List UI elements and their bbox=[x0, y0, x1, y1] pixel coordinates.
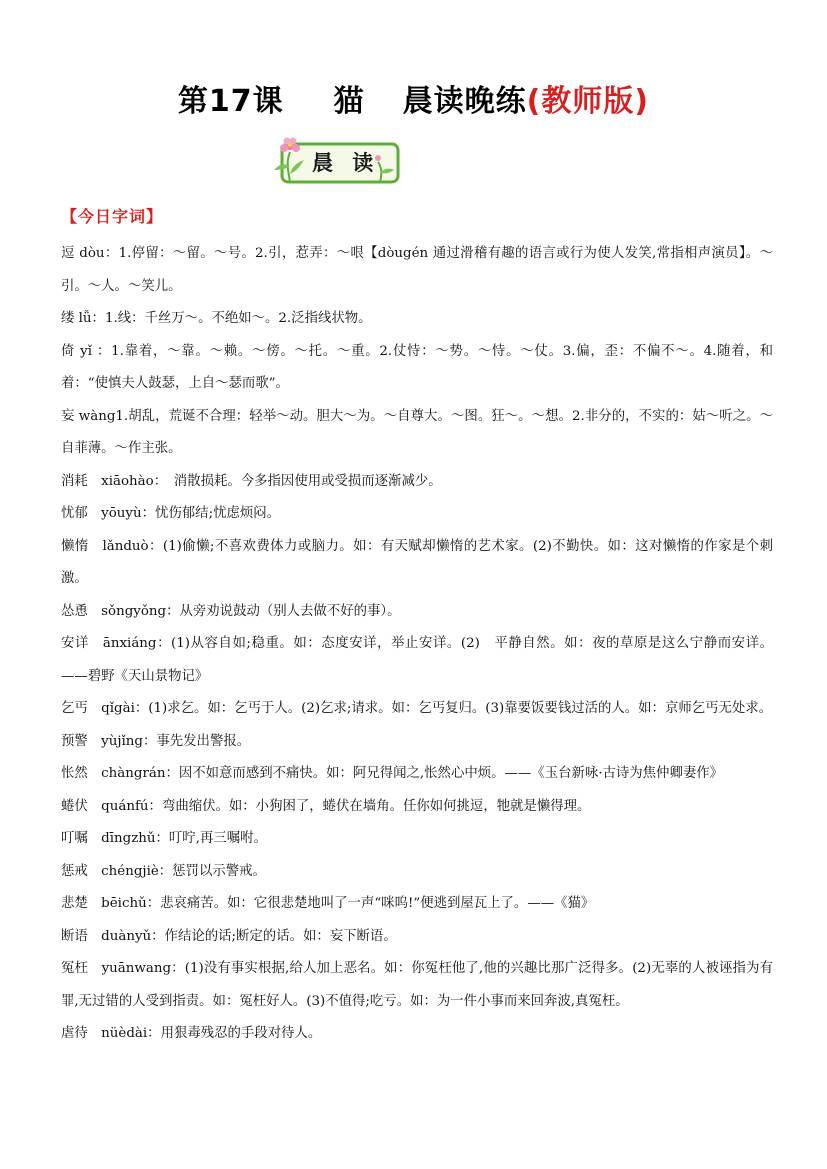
vocab-entry: 悲楚 bēichǔ：悲哀痛苦。如：它很悲楚地叫了一声“咪呜!”便逃到屋瓦上了。——《猫》 bbox=[61, 896, 595, 911]
activity-label: 晨读晚练 bbox=[402, 84, 527, 119]
morning-reading-badge bbox=[270, 136, 402, 186]
vocabulary-list bbox=[61, 238, 773, 1051]
vocab-entry: 消耗 xiāohào： 消散损耗。今多指因使用或受损而逐渐减少。 bbox=[61, 473, 442, 489]
page-title bbox=[0, 76, 827, 120]
vocab-entry: 妄 wàng1.胡乱，荒诞不合理：轻举～动。胆大～为。～自尊大。～图。狂～。～想。2.非分的，不实的：姑～听之。～自菲薄。～作主张。 bbox=[61, 408, 773, 456]
vocab-entry: 虐待 nüèdài：用狠毒残忍的手段对待人。 bbox=[61, 1026, 322, 1041]
vocab-entry: 断语 duànyǔ：作结论的话;断定的话。如：妄下断语。 bbox=[61, 928, 397, 944]
vocab-entry: 忧郁 yōuyù：忧伤郁结;忧虑烦闷。 bbox=[61, 506, 281, 521]
vocab-entry: 倚 yǐ ：1.靠着，～靠。～赖。～傍。～托。～重。2.仗恃：～势。～恃。～仗。3.偏，歪：不偏不～。4.随着，和着：“使慎夫人鼓瑟，上自～瑟而歌”。 bbox=[61, 343, 773, 391]
vocab-entry: 冤枉 yuānwang：(1)没有事实根据,给人加上恶名。如：你冤枉他了,他的兴趣比那广泛得多。(2)无辜的人被诬指为有罪,无过错的人受到指责。如：冤枉好人。(3)不值得;吃亏。如：为一件小事而来回奔波,真冤枉。 bbox=[61, 961, 773, 1009]
lesson-number: 第17课 bbox=[177, 84, 284, 119]
vocab-entry: 乞丐 qǐgài：(1)求乞。如：乞丐于人。(2)乞求;请求。如：乞丐复归。(3)靠要饭要钱过活的人。如：京师乞丐无处求。 bbox=[61, 701, 773, 716]
vocab-entry: 安详 ānxiáng：(1)从容自如;稳重。如：态度安详，举止安详。(2) 平静自然。如：夜的草原是这么宁静而安详。——碧野《天山景物记》 bbox=[61, 636, 773, 684]
vocab-entry: 蜷伏 quánfú：弯曲缩伏。如：小狗困了，蜷伏在墙角。任你如何挑逗，牠就是懒得理。 bbox=[61, 798, 591, 814]
vocab-entry: 逗 dòu：1.停留：～留。～号。2.引，惹弄：～哏【dòugén 通过滑稽有趣的语言或行为使人发笑,常指相声演员】。～引。～人。～笑儿。 bbox=[61, 246, 773, 294]
vocab-entry: 怂恿 sǒngyǒng：从旁劝说鼓动（别人去做不好的事）。 bbox=[61, 603, 401, 619]
edition-label: (教师版) bbox=[526, 84, 650, 119]
badge-label: 晨 读 bbox=[312, 151, 380, 175]
vocab-entry: 预警 yùjǐng：事先发出警报。 bbox=[61, 733, 251, 749]
vocab-entry: 缕 lǚ：1.线：千丝万～。不绝如～。2.泛指线状物。 bbox=[61, 311, 372, 326]
lesson-subject: 猫 bbox=[333, 84, 365, 119]
vocab-entry: 懒惰 lǎnduò：(1)偷懒;不喜欢费体力或脑力。如：有天赋却懒惰的艺术家。(2)不勤快。如：这对懒惰的作家是个刺激。 bbox=[61, 538, 773, 586]
vocab-entry: 怅然 chàngrán：因不如意而感到不痛快。如：阿兄得闻之,怅然心中烦。——《玉台新咏·古诗为焦仲卿妻作》 bbox=[61, 766, 724, 781]
section-heading: 【今日字词】 bbox=[61, 207, 164, 226]
vocab-entry: 惩戒 chéngjiè：惩罚以示警戒。 bbox=[61, 863, 266, 879]
vocab-entry: 叮嘱 dīngzhǔ：叮咛,再三嘱咐。 bbox=[61, 831, 267, 846]
